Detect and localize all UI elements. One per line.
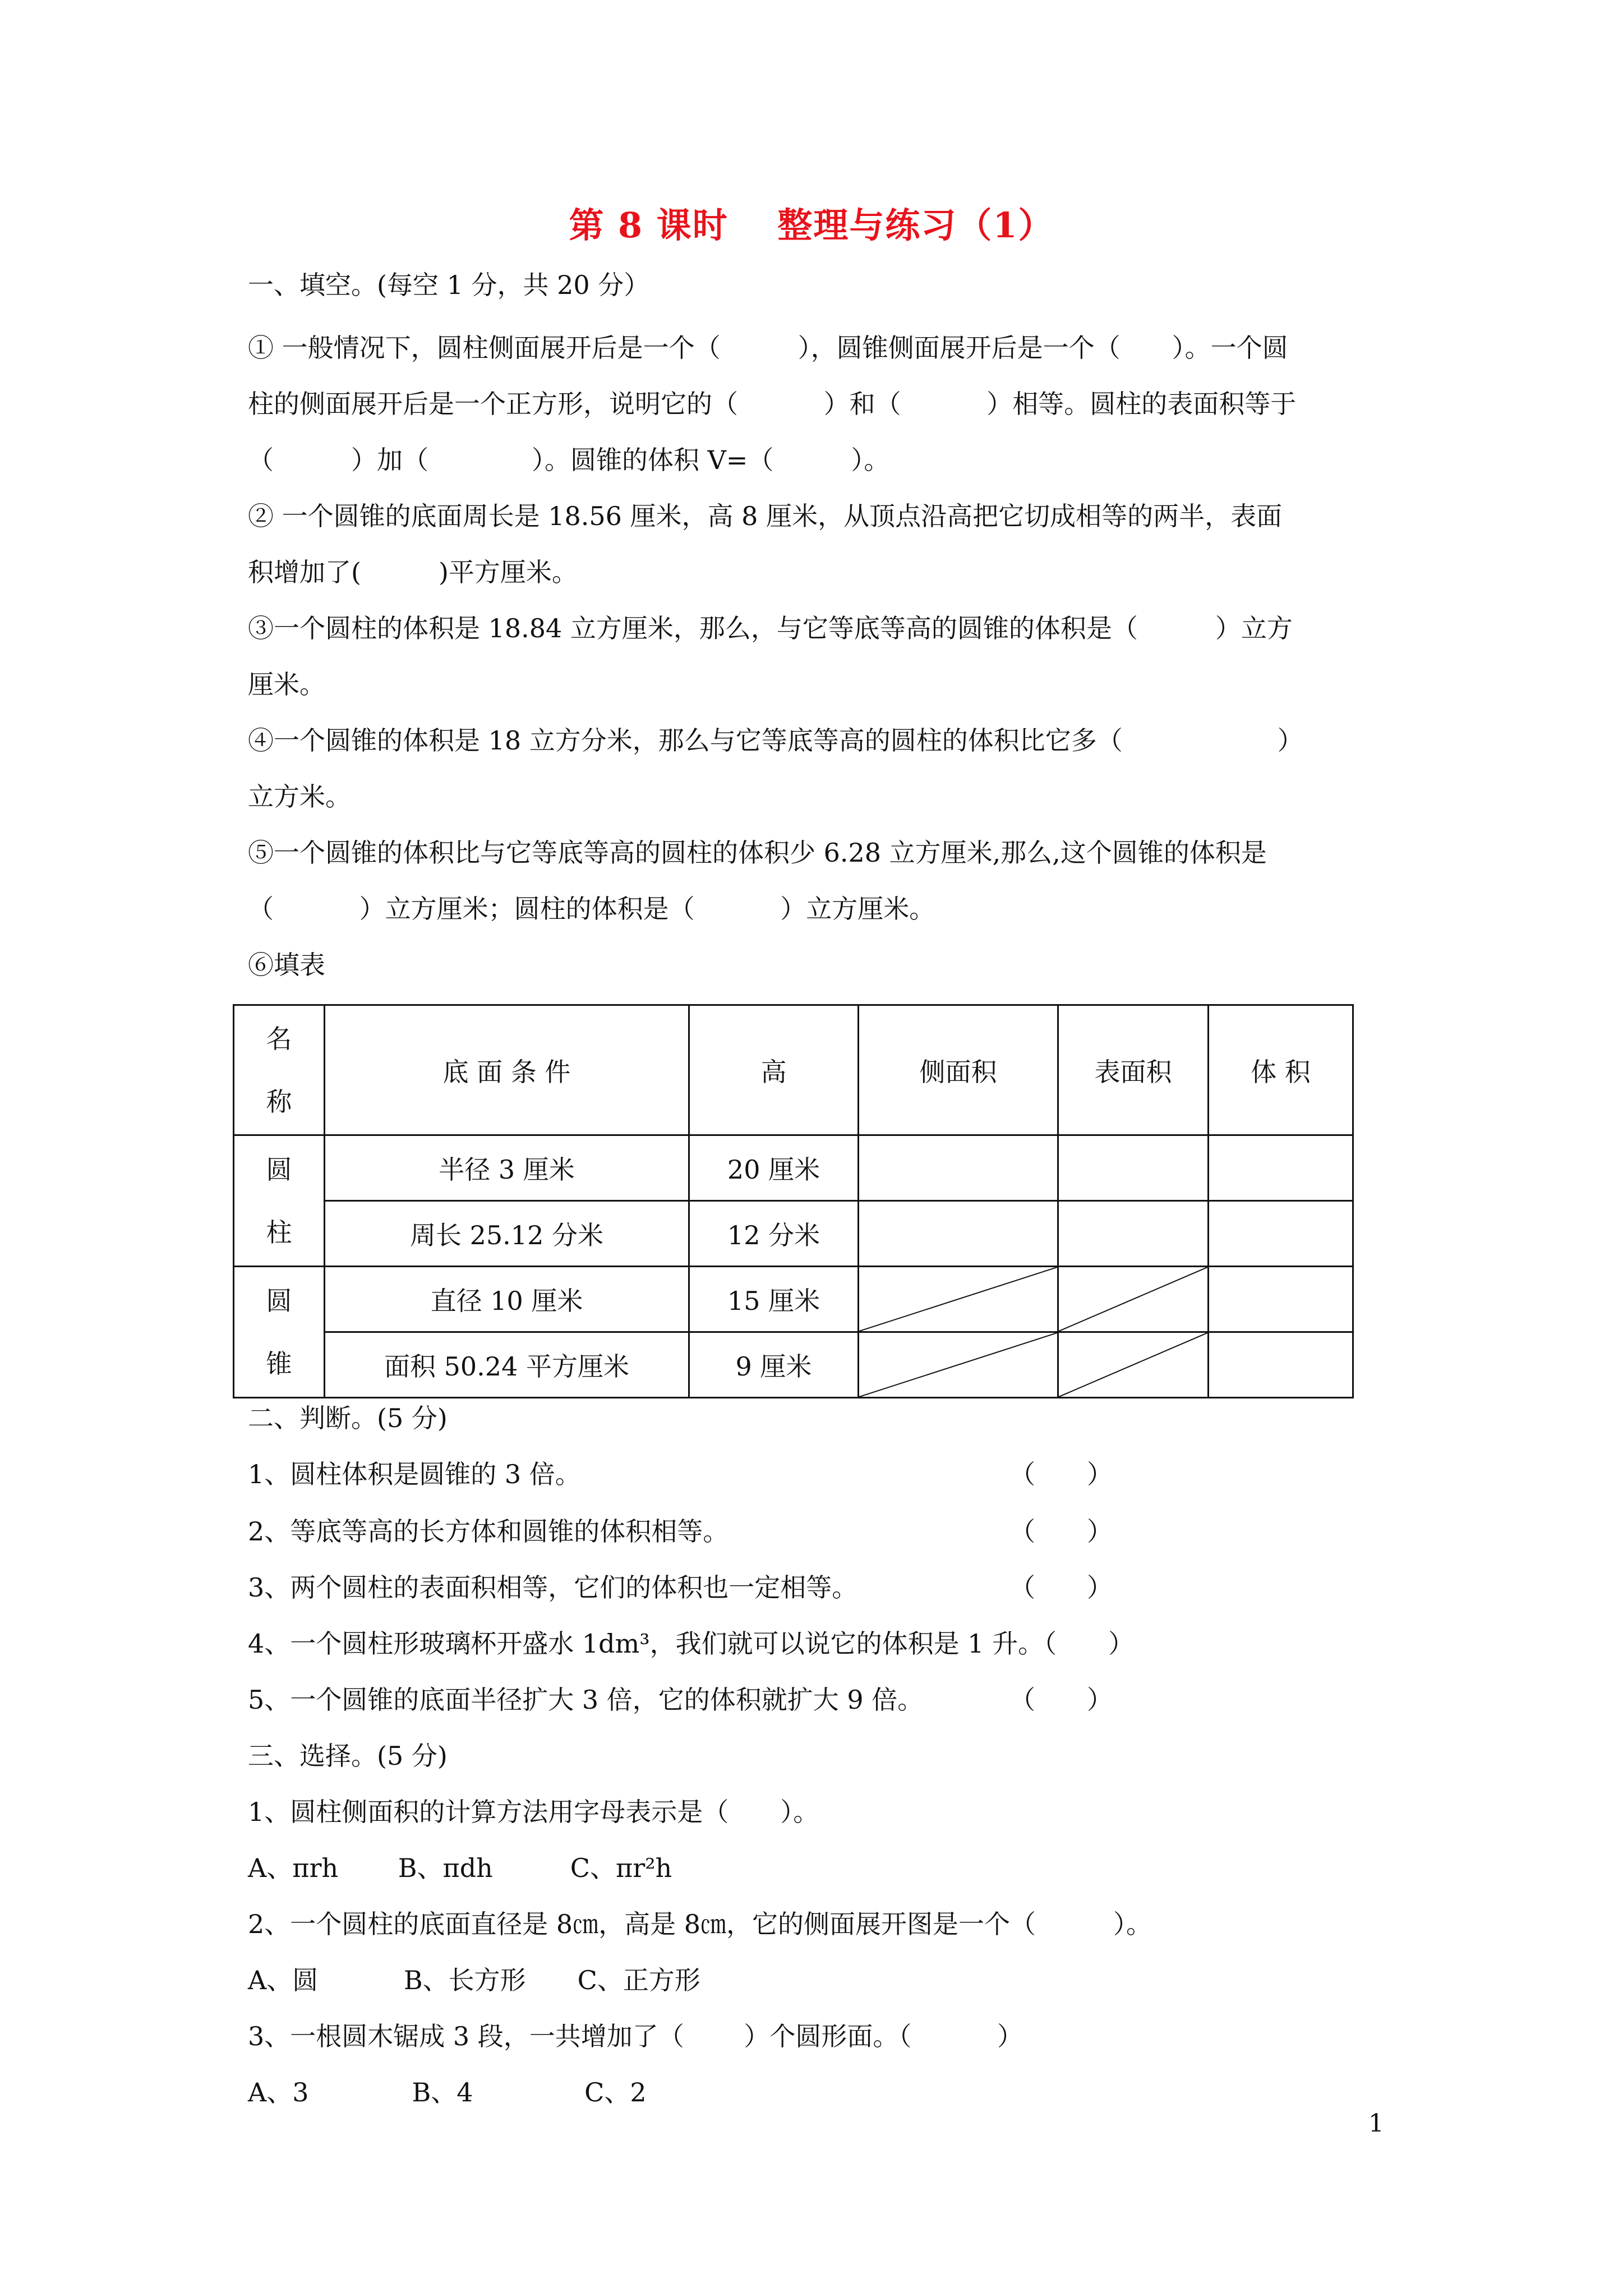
fill-line-5: 积增加了( )平方厘米。 [248,557,578,587]
cell-volume-blank[interactable] [1209,1201,1353,1267]
cell-lateral-blank[interactable] [859,1201,1058,1267]
cell-lateral-struck [859,1267,1058,1332]
fill-line-4: ② 一个圆锥的底面周长是 18.56 厘米，高 8 厘米，从顶点沿高把它切成相等的两半，表面 [248,501,1283,531]
header-name-top: 名 [266,1023,292,1054]
header-lateral: 侧面积 [859,1005,1058,1135]
header-name-bottom: 称 [266,1086,292,1117]
choice-options-3: A、3 B、4 C、2 [248,2077,647,2108]
choice-question-2: 2、一个圆柱的底面直径是 8㎝，高是 8㎝，它的侧面展开图是一个（ ）。 [248,1909,1152,1939]
diagonal-strike-icon [859,1333,1057,1397]
judge-item-5: 5、一个圆锥的底面半径扩大 3 倍，它的体积就扩大 9 倍。 [248,1685,924,1715]
cell-lateral-blank[interactable] [859,1135,1058,1201]
choice-question-3: 3、一根圆木锯成 3 段，一共增加了（ ）个圆形面。（ ） [248,2021,1023,2051]
section3-heading: 三、选择。(5 分) [248,1741,448,1771]
judge-blank-5[interactable]: （ ） [1009,1685,1113,1715]
cell-volume-blank[interactable] [1209,1135,1353,1201]
judge-item-2: 2、等底等高的长方体和圆锥的体积相等。 [248,1516,729,1547]
judge-blank-3[interactable]: （ ） [1009,1572,1113,1603]
fill-line-12: ⑥填表 [248,950,325,980]
fill-table [233,1004,1354,1398]
group-label-cone [234,1267,325,1398]
judge-blank-2[interactable]: （ ） [1009,1516,1113,1547]
group-label-cylinder [234,1135,325,1267]
table-row [234,1267,1353,1332]
cell-height: 20 厘米 [689,1135,859,1201]
judge-item-1: 1、圆柱体积是圆锥的 3 倍。 [248,1459,581,1489]
choice-options-1: A、πrh B、πdh C、πr²h [248,1853,672,1883]
group-label-top: 圆 [266,1154,292,1185]
header-height: 高 [689,1005,859,1135]
judge-blank-1[interactable]: （ ） [1009,1459,1113,1489]
cell-base: 周长 25.12 分米 [325,1201,689,1267]
choice-options-2: A、圆 B、长方形 C、正方形 [248,1965,700,1995]
cell-height: 15 厘米 [689,1267,859,1332]
judge-item-4: 4、一个圆柱形玻璃杯开盛水 1dm³，我们就可以说它的体积是 1 升。（ ） [248,1628,1135,1659]
fill-line-3: （ ）加（ ）。圆锥的体积 V=（ ）。 [248,445,890,475]
fill-line-1: ① 一般情况下，圆柱侧面展开后是一个（ ），圆锥侧面展开后是一个（ ）。一个圆 [248,333,1288,363]
group-label-top: 圆 [266,1285,292,1316]
group-label-bottom: 锥 [266,1348,292,1379]
cell-base: 半径 3 厘米 [325,1135,689,1201]
diagonal-strike-icon [1059,1267,1207,1331]
header-base: 底 面 条 件 [325,1005,689,1135]
cell-volume-blank[interactable] [1209,1332,1353,1398]
cell-base: 直径 10 厘米 [325,1267,689,1332]
fill-line-11: （ ）立方厘米；圆柱的体积是（ ）立方厘米。 [248,894,935,924]
section2-heading: 二、判断。(5 分) [248,1403,448,1433]
cell-height: 12 分米 [689,1201,859,1267]
cell-lateral-struck [859,1332,1058,1398]
page-title: 第 8 课时 整理与练习（1） [569,205,1054,246]
table-row [234,1135,1353,1201]
table-header-row [234,1005,1353,1135]
judge-item-3: 3、两个圆柱的表面积相等，它们的体积也一定相等。 [248,1572,858,1603]
cell-surface-blank[interactable] [1058,1135,1209,1201]
section1-heading: 一、填空。(每空 1 分，共 20 分） [248,270,650,300]
fill-line-6: ③一个圆柱的体积是 18.84 立方厘米，那么，与它等底等高的圆锥的体积是（ ）立方 [248,613,1293,643]
fill-line-7: 厘米。 [248,669,325,700]
diagonal-strike-icon [1059,1333,1207,1397]
cell-surface-blank[interactable] [1058,1201,1209,1267]
fill-line-2: 柱的侧面展开后是一个正方形，说明它的（ ）和（ ）相等。圆柱的表面积等于 [248,389,1297,419]
diagonal-strike-icon [859,1267,1057,1331]
cell-surface-struck [1058,1267,1209,1332]
cell-base: 面积 50.24 平方厘米 [325,1332,689,1398]
header-volume: 体 积 [1209,1005,1353,1135]
table-row [234,1201,1353,1267]
fill-line-10: ⑤一个圆锥的体积比与它等底等高的圆柱的体积少 6.28 立方厘米,那么,这个圆锥的体积是 [248,838,1267,868]
table-row [234,1332,1353,1398]
cell-height: 9 厘米 [689,1332,859,1398]
group-label-bottom: 柱 [266,1217,292,1248]
fill-line-8: ④一个圆锥的体积是 18 立方分米，那么与它等底等高的圆柱的体积比它多（ ） [248,725,1303,756]
page-number: 1 [1368,2109,1384,2138]
choice-question-1: 1、圆柱侧面积的计算方法用字母表示是（ ）。 [248,1797,819,1827]
header-name-cell [234,1005,325,1135]
cell-volume-blank[interactable] [1209,1267,1353,1332]
fill-line-9: 立方米。 [248,781,351,812]
header-surface: 表面积 [1058,1005,1209,1135]
cell-surface-struck [1058,1332,1209,1398]
